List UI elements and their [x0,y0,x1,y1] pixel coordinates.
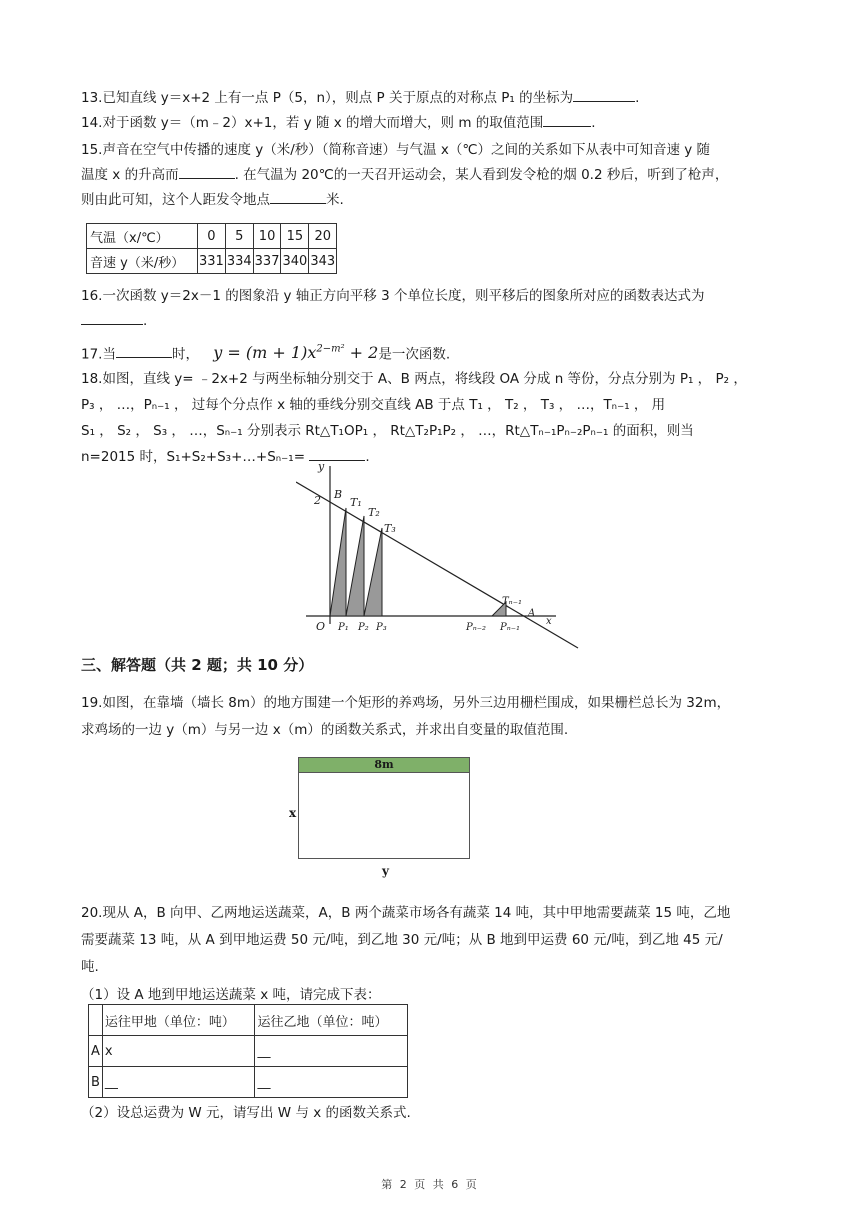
table-cell: 5 [225,224,253,249]
answer-blank [573,87,635,102]
table-cell: 340 [281,249,309,274]
coop-rectangle [298,772,470,859]
question-17: 17.当 时， $y = (m + 1)x^{2-m^2} + 2$是一次函数. [81,343,451,363]
table-cell: 运往甲地（单位：吨） [102,1005,255,1036]
question-14: 14.对于函数 y＝（m﹣2）x+1，若 y 随 x 的增大而增大，则 m 的取值范围 . [81,111,781,136]
wall: 8m [298,757,470,773]
label-o: O [316,620,326,633]
q19-line2: 求鸡场的一边 y（m）与另一边 x（m）的函数关系式，并求出自变量的取值范围. [81,722,569,738]
label-pn1: Pₙ₋₁ [500,622,521,633]
label-p3: P₃ [376,622,387,633]
label-p1: P₁ [338,622,349,633]
answer-blank [116,343,172,358]
table-cell: __ [255,1036,408,1067]
table-cell: 337 [253,249,281,274]
table-row [89,1067,408,1098]
label-tn1: Tₙ₋₁ [502,596,523,607]
label-t3: T₃ [384,522,396,535]
label-y: y [318,464,325,473]
table-cell: 343 [309,249,337,274]
table-cell: 气温（x/℃） [87,224,198,249]
table-row [89,1036,408,1067]
question-19 [81,690,781,744]
q20-table [88,1004,408,1098]
answer-blank [179,164,235,179]
q15-line2: 温度 x 的升高而 . 在气温为 20℃的一天召开运动会，某人看到发令枪的烟 0.2 秒后，听到了枪声， [81,163,781,188]
label-2: 2 [314,494,321,507]
table-cell: 运往乙地（单位：吨） [255,1005,408,1036]
answer-blank [270,189,326,204]
page-footer: 第 2 页 共 6 页 [381,1178,479,1191]
section-title: 三、解答题（共 2 题；共 10 分） [81,656,314,674]
q18-line4: n=2015 时，S₁+S₂+S₃+…+Sₙ₋₁= . [81,444,781,470]
triangle-s3 [364,528,382,616]
q18-line1: 18.如图，直线 y= ﹣2x+2 与两坐标轴分别交于 A、B 两点，将线段 OA 分成 n 等份，分点分别为 P₁ ， P₂ ， [81,371,747,387]
question-15 [81,138,781,213]
q20-line3: 吨. [81,959,99,975]
label-t2: T₂ [368,506,380,519]
table-cell: __ [255,1067,408,1098]
label-y: y [382,864,389,878]
question-18 [81,366,781,470]
table-cell: 334 [225,249,253,274]
q16-line1: 16.一次函数 y＝2x－1 的图象沿 y 轴正方向平移 3 个单位长度，则平移后的图象所对应的函数表达式为 [81,288,705,304]
answer-blank [309,446,365,461]
table-cell: 15 [281,224,309,249]
table-row [87,249,337,274]
q20-sub1: （1）设 A 地到甲地运送蔬菜 x 吨，请完成下表： [81,987,381,1003]
label-x: x [289,806,297,820]
table-cell: A [89,1036,103,1067]
triangle-s1 [330,508,346,616]
q18-line2: P₃ ， …，Pₙ₋₁ ， 过每个分点作 x 轴的垂线分别交直线 AB 于点 T₁ ， T₂ ， T₃ ， …，Tₙ₋₁ ， 用 [81,397,666,413]
label-pn2: Pₙ₋₂ [466,622,487,633]
q18-figure [296,464,586,650]
table-row [87,224,337,249]
label-p2: P₂ [358,622,369,633]
answer-blank [81,310,143,325]
q20-sub2: （2）设总运费为 W 元，请写出 W 与 x 的函数关系式. [81,1105,411,1121]
q14-text: 14.对于函数 y＝（m﹣2）x+1，若 y 随 x 的增大而增大，则 m 的取值范围 [81,115,544,131]
table-cell: 20 [309,224,337,249]
answer-blank [543,112,591,127]
table-cell: 音速 y（米/秒） [87,249,198,274]
table-row [89,1005,408,1036]
q17-formula: $y = (m + 1)x^{2-m^2} + 2$ [213,343,379,363]
q19-figure [284,754,484,884]
question-20 [81,900,781,1009]
q20-line1: 20.现从 A，B 向甲、乙两地运送蔬菜，A，B 两个蔬菜市场各有蔬菜 14 吨，其中甲地需要蔬菜 15 吨，乙地 [81,905,731,921]
label-t1: T₁ [350,496,362,509]
label-a: A [528,608,536,619]
question-13: 13.已知直线 y＝x+2 上有一点 P（5，n），则点 P 关于原点的对称点 P₁ 的坐标为 . [81,86,781,111]
table-cell: B [89,1067,103,1098]
label-x: x [546,616,552,627]
q19-line1: 19.如图，在靠墙（墙长 8m）的地方围建一个矩形的养鸡场，另外三边用栅栏围成，如果栅栏总长为 32m， [81,695,731,711]
table-cell [89,1005,103,1036]
q20-line2: 需要蔬菜 13 吨，从 A 到甲地运费 50 元/吨，到乙地 30 元/吨；从 B 地到甲运费 60 元/吨，到乙地 45 元/ [81,932,723,948]
table-cell: 331 [198,249,226,274]
label-b: B [334,488,343,501]
q18-line3: S₁ ， S₂ ， S₃ ， …，Sₙ₋₁ 分别表示 Rt△T₁OP₁ ， Rt△T₂P₁P₂ ， …，Rt△Tₙ₋₁Pₙ₋₂Pₙ₋₁ 的面积，则当 [81,423,694,439]
table-cell: 0 [198,224,226,249]
question-16: 16.一次函数 y＝2x－1 的图象沿 y 轴正方向平移 3 个单位长度，则平移后的图象所对应的函数表达式为 . [81,284,781,334]
table-cell: 10 [253,224,281,249]
table-cell: x [102,1036,255,1067]
q15-line1: 15.声音在空气中传播的速度 y（米/秒）（简称音速）与气温 x（℃）之间的关系如下从表中可知音速 y 随 [81,142,711,158]
table-cell: __ [102,1067,255,1098]
q15-line3: 则由此可知，这个人距发令地点 米. [81,188,781,213]
q13-text: 13.已知直线 y＝x+2 上有一点 P（5，n），则点 P 关于原点的对称点 P₁ 的坐标为 [81,90,574,106]
triangle-s2 [346,516,364,616]
q15-table [86,223,337,274]
